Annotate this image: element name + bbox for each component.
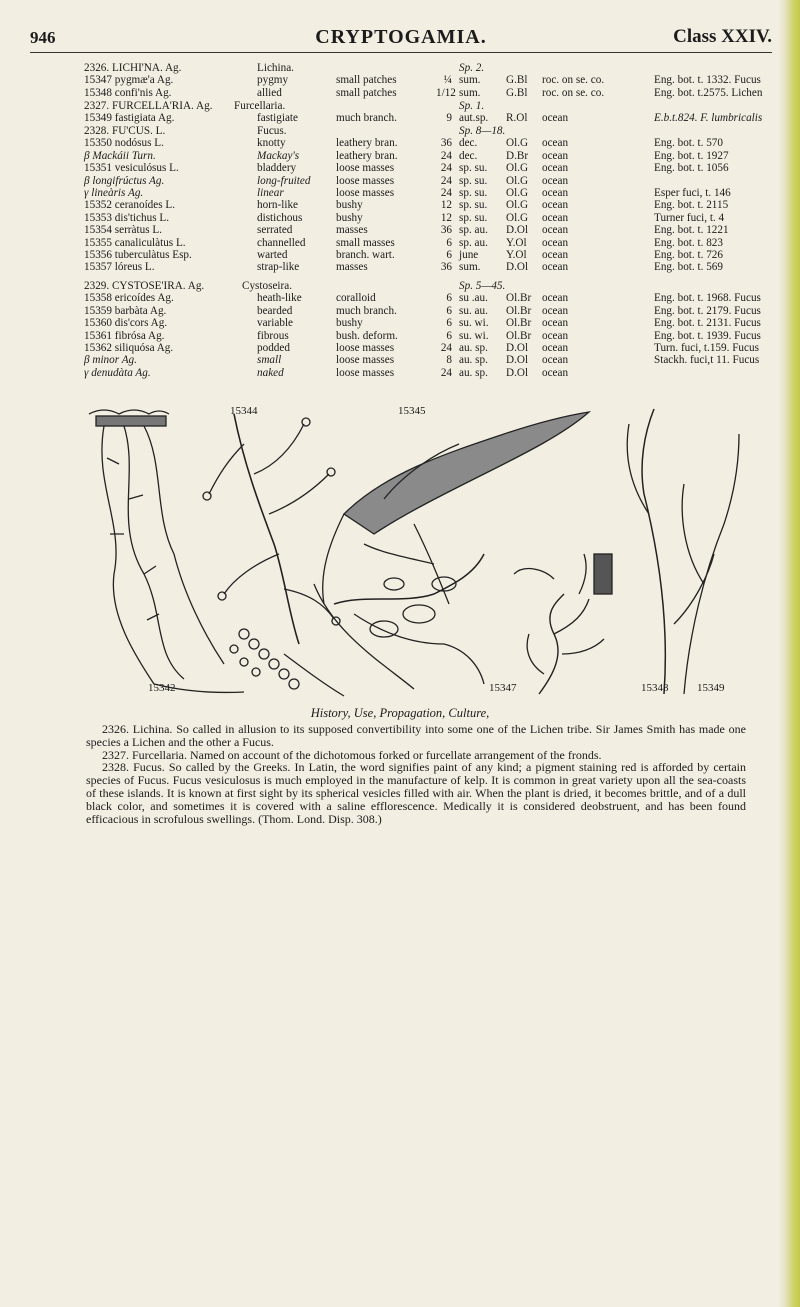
height: 24 [440,149,452,162]
habitat: ocean [542,292,569,305]
genus-name: Furcellaria. [234,100,286,112]
fig-15349-drawing [627,409,739,694]
habitat: ocean [542,186,569,199]
habitat: ocean [542,174,569,187]
species-name: 15356 tuberculàtus Esp. [84,248,192,261]
season: sp. su. [459,162,488,175]
species-name: 15347 pygmæ'a Ag. [84,74,174,87]
species-name: 15359 barbàta Ag. [84,304,167,317]
species-name: β longifrúctus Ag. [84,174,165,187]
reference: Turn. fuci, t.159. Fucus [654,341,759,354]
english-name: knotty [257,137,286,150]
species-count: Sp. 8—18. [459,125,506,137]
color: Ol.Br [506,304,532,317]
reference: Eng. bot. t. 1939. Fucus [654,329,761,342]
page-number: 946 [30,28,56,47]
height: 8 [446,354,452,367]
habitat: ocean [542,317,569,330]
reference: Eng. bot. t. 823 [654,236,723,249]
species-name: β Mackáii Turn. [84,149,156,162]
color: Ol.G [506,137,529,150]
english-name: bladdery [257,162,297,175]
reference: Eng. bot. t. 570 [654,137,723,150]
figure-label: 15345 [398,405,426,417]
height: 9 [446,112,452,125]
color: Ol.G [506,211,529,224]
season: june [459,248,479,261]
reference: Eng. bot. t. 1968. Fucus [654,292,761,305]
habitat: ocean [542,149,569,162]
genus-heading: 2329. CYSTOSE'IRA. Ag. [84,280,205,292]
color: R.Ol [506,112,528,125]
habitat: ocean [542,261,569,274]
english-name: Mackay's [257,149,300,162]
season: dec. [459,149,478,162]
season: sp. su. [459,199,488,212]
habitat: ocean [542,304,569,317]
reference: E.b.t.824. F. lumbricalis [654,112,763,125]
reference: Eng. bot. t. 569 [654,261,723,274]
season: sum. [459,261,481,274]
color: G.Bl [506,74,528,87]
season: au. sp. [459,354,488,367]
species-name: 15357 lóreus L. [84,261,155,274]
height: 24 [440,162,452,175]
habit: loose masses [336,341,395,354]
page-edge [778,0,800,1307]
habit: loose masses [336,174,395,187]
color: Ol.Br [506,292,532,305]
english-name: naked [257,366,284,379]
habit: small patches [336,74,397,87]
english-name: allied [257,86,282,99]
note-paragraph: 2326. Lichina. So called in allusion to its supposed convertibility into some one of the Lichen tribe. Sir James Smith has made one species a Lichen and the other a Fucus. [86,722,746,749]
fig-15342-drawing [89,410,244,692]
color: Ol.Br [506,317,532,330]
english-name: variable [257,317,294,330]
species-name: β minor Ag. [84,354,137,367]
english-name: horn-like [257,199,299,212]
genus-heading: 2327. FURCELLA'RIA. Ag. [84,100,213,112]
season: su. wi. [459,329,489,342]
seaweed-illustration [84,404,744,704]
figure-label: 15348 [641,682,669,694]
height: 12 [440,211,452,224]
reference: Eng. bot. t. 2131. Fucus [654,317,761,330]
habitat: ocean [542,248,569,261]
species-name: 15360 dis'cors Ag. [84,317,168,330]
english-name: small [257,354,282,367]
habitat: ocean [542,354,569,367]
english-name: distichous [257,211,303,224]
fig-15344-drawing [203,414,340,644]
species-name: γ lineàris Ag. [84,186,144,199]
height: 24 [440,341,452,354]
note-paragraph: 2328. Fucus. So called by the Greeks. In Latin, the word signifies paint of any kind; a pigment staining red is afforded by certain species of Fucus. Fucus vesiculosus is much employed in the manufacture of kelp. It is common in great variety upon all the sea-coasts of these islands. It is known at first sight by its spherical vesicles filled with air. When the plant is dried, it becomes brittle, and of a dull black color, and sometimes it is covered with a saline efflorescence. Medically it is considered deobstruent, and has been found efficacious in scrofulous swellings. (Thom. Lond. Disp. 308.) [86,760,746,826]
season: su. au. [459,304,488,317]
habitat: roc. on se. co. [542,86,605,99]
figure-label: 15344 [230,405,258,417]
habit: bushy [336,211,363,224]
height: 6 [446,292,452,305]
color: Ol.G [506,199,529,212]
habit: loose masses [336,162,395,175]
height: 36 [440,224,452,237]
height: 6 [446,317,452,330]
reference: Eng. bot. t. 1927 [654,149,729,162]
species-name: 15358 ericoídes Ag. [84,292,174,305]
figure-label: 15349 [697,682,725,694]
height: 6 [446,304,452,317]
habitat: ocean [542,137,569,150]
english-name: serrated [257,224,293,237]
season: sp. au. [459,236,488,249]
habit: coralloid [336,292,376,305]
color: D.Br [506,149,529,162]
color: D.Ol [506,341,529,354]
habit: leathery bran. [336,137,398,150]
species-name: 15354 serràtus L. [84,224,162,237]
class-label: Class XXIV. [673,26,772,47]
english-name: fibrous [257,329,289,342]
season: aut.sp. [459,112,489,125]
color: Ol.G [506,186,529,199]
habitat: ocean [542,329,569,342]
habitat: ocean [542,162,569,175]
height: 24 [440,186,452,199]
height: 36 [440,137,452,150]
species-name: 15352 ceranoídes L. [84,199,176,212]
height: 6 [446,236,452,249]
habitat: ocean [542,112,569,125]
color: Ol.G [506,174,529,187]
species-name: 15353 dis'tichus L. [84,211,169,224]
habit: much branch. [336,304,397,317]
habit: loose masses [336,354,395,367]
color: D.Ol [506,224,529,237]
color: G.Bl [506,86,528,99]
header-rule [30,52,772,53]
reference: Eng. bot. t. 726 [654,248,723,261]
reference: Eng. bot. t. 1332. Fucus [654,74,761,87]
english-name: long-fruited [257,174,311,187]
season: sp. su. [459,211,488,224]
figure-label: 15347 [489,682,517,694]
reference: Esper fuci, t. 146 [654,186,731,199]
english-name: channelled [257,236,306,249]
habitat: ocean [542,199,569,212]
genus-name: Cystoseira. [242,280,293,292]
english-name: warted [257,248,288,261]
height: 1/12 [436,86,456,99]
habitat: roc. on se. co. [542,74,605,87]
habit: small patches [336,86,397,99]
habitat: ocean [542,211,569,224]
season: au. sp. [459,366,488,379]
season: sum. [459,86,481,99]
height: ¼ [443,74,452,87]
season: dec. [459,137,478,150]
species-count: Sp. 1. [459,100,485,112]
species-name: γ denudàta Ag. [84,366,151,379]
genus-name: Lichina. [257,62,294,74]
habit: masses [336,224,368,237]
species-count: Sp. 2. [459,62,485,74]
habitat: ocean [542,224,569,237]
color: D.Ol [506,354,529,367]
english-name: pygmy [257,74,289,87]
species-name: 15361 fibrósa Ag. [84,329,165,342]
season: sp. su. [459,186,488,199]
section-caption: History, Use, Propagation, Culture, [310,706,490,720]
height: 36 [440,261,452,274]
fig-beaded-chain-drawing [230,629,299,689]
habit: bushy [336,199,363,212]
color: D.Ol [506,261,529,274]
height: 6 [446,248,452,261]
reference: Stackh. fuci,t 11. Fucus [654,354,760,367]
habit: bush. deform. [336,329,398,342]
fig-15348-drawing [514,554,612,694]
reference: Eng. bot. t. 1221 [654,224,729,237]
habit: bushy [336,317,363,330]
reference: Turner fuci, t. 4 [654,211,725,224]
page-header [30,20,772,50]
english-name: bearded [257,304,293,317]
habit: much branch. [336,112,397,125]
height: 24 [440,366,452,379]
reference: Eng. bot. t. 1056 [654,162,729,175]
color: Y.Ol [506,236,527,249]
species-count: Sp. 5—45. [459,280,506,292]
habitat: ocean [542,236,569,249]
habit: loose masses [336,366,395,379]
species-name: 15349 fastigiata Ag. [84,112,175,125]
note-paragraph: 2327. Furcellaria. Named on account of the dichotomous forked or furcellate arrangement of the fronds. [102,747,602,762]
species-name: 15351 vesiculósus L. [84,162,179,175]
height: 24 [440,174,452,187]
reference: Eng. bot. t.2575. Lichen [654,86,763,99]
habitat: ocean [542,366,569,379]
species-name: 15350 nodósus L. [84,137,164,150]
habit: small masses [336,236,395,249]
habit: branch. wart. [336,248,395,261]
english-name: podded [257,341,290,354]
reference: Eng. bot. t. 2115 [654,199,729,212]
species-name: 15348 confi'nis Ag. [84,86,172,99]
season: sp. au. [459,224,488,237]
fig-15347-drawing [284,524,484,696]
color: Y.Ol [506,248,527,261]
habit: masses [336,261,368,274]
color: D.Ol [506,366,529,379]
color: Ol.G [506,162,529,175]
genus-heading: 2328. FU'CUS. L. [84,125,166,137]
english-name: heath-like [257,292,302,305]
habit: loose masses [336,186,395,199]
notes-section [86,723,746,825]
habitat: ocean [542,341,569,354]
season: sp. su. [459,174,488,187]
reference: Eng. bot. t. 2179. Fucus [654,304,761,317]
color: Ol.Br [506,329,532,342]
height: 6 [446,329,452,342]
genus-heading: 2326. LICHI'NA. Ag. [84,62,182,74]
species-name: 15355 canaliculàtus L. [84,236,186,249]
habit: leathery bran. [336,149,398,162]
season: su. wi. [459,317,489,330]
species-name: 15362 siliquósa Ag. [84,341,174,354]
height: 12 [440,199,452,212]
figure-label: 15342 [148,682,176,694]
english-name: linear [257,186,284,199]
season: su .au. [459,292,488,305]
season: sum. [459,74,481,87]
english-name: strap-like [257,261,300,274]
season: au. sp. [459,341,488,354]
english-name: fastigiate [257,112,299,125]
page-title: CRYPTOGAMIA. [315,26,487,48]
genus-name: Fucus. [257,125,287,137]
